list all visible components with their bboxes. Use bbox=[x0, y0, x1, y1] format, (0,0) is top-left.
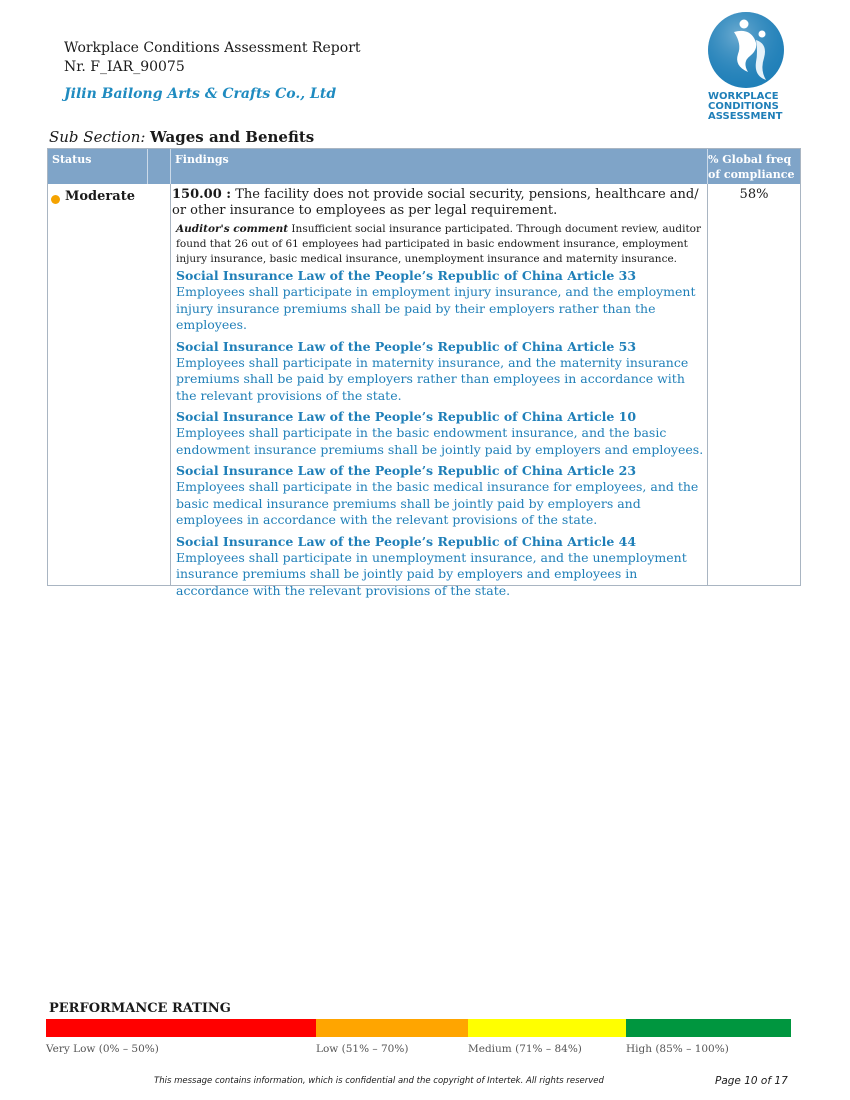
logo-wordmark: WORKPLACE CONDITIONS ASSESSMENT bbox=[708, 91, 783, 122]
header-findings: Findings bbox=[175, 153, 229, 166]
rating-bar-high bbox=[626, 1019, 791, 1037]
status-dot-icon bbox=[51, 195, 60, 204]
wca-logo-icon bbox=[704, 10, 788, 94]
law-references bbox=[176, 268, 706, 604]
law-reference bbox=[176, 268, 706, 334]
law-title: Social Insurance Law of the People’s Republic of China Article 53 bbox=[176, 338, 637, 354]
law-reference bbox=[176, 463, 706, 529]
auditor-comment-label: Auditor's comment bbox=[176, 223, 289, 235]
rating-bar-medium bbox=[468, 1019, 626, 1037]
rating-label-low: Low (51% – 70%) bbox=[316, 1043, 409, 1055]
rating-bar-low bbox=[316, 1019, 468, 1037]
page-number: Page 10 of 17 bbox=[715, 1075, 788, 1087]
performance-rating-title: PERFORMANCE RATING bbox=[49, 1001, 231, 1016]
report-number: Nr. F_IAR_90075 bbox=[64, 59, 185, 75]
law-text: Employees shall participate in the basic medical insurance for employees, and the basic medical insurance premiums shall be jointly paid by employers and employees in accordance with the relevant provisions of the state. bbox=[176, 479, 699, 527]
law-reference bbox=[176, 534, 706, 600]
header-global-freq: % Global freq of compliance bbox=[708, 153, 795, 181]
finding-description: The facility does not provide social security, pensions, healthcare and/ or other insurance to employees as per legal requirement. bbox=[172, 187, 699, 218]
subsection-heading bbox=[49, 128, 315, 146]
confidentiality-notice: This message contains information, which is confidential and the copyright of Intertek. All rights reserved bbox=[154, 1076, 604, 1086]
law-title: Social Insurance Law of the People’s Republic of China Article 10 bbox=[176, 409, 637, 424]
subsection-label: Sub Section: bbox=[49, 128, 146, 146]
finding-text bbox=[172, 187, 702, 219]
law-text: Employees shall participate in unemployment insurance, and the unemployment insurance premiums shall be jointly paid by employers and employees in accordance with the relevant provisions of the state. bbox=[176, 549, 687, 598]
law-text: Employees shall participate in employment injury insurance, and the employment injury insurance premiums shall be paid by their employers rather than the employees. bbox=[176, 284, 696, 332]
table-header bbox=[48, 149, 800, 184]
law-title: Social Insurance Law of the People’s Republic of China Article 44 bbox=[176, 533, 637, 549]
law-title: Social Insurance Law of the People’s Republic of China Article 23 bbox=[176, 463, 637, 478]
auditor-comment-text: Insufficient social insurance participated. Through document review, auditor found that 26 out of 61 employees had participated in basic endowment insurance, employment injury insurance, basic medical insurance, unemployment insurance and maternity insurance. bbox=[176, 223, 702, 265]
subsection-value: Wages and Benefits bbox=[150, 128, 315, 146]
header-status: Status bbox=[52, 153, 92, 166]
global-freq-value: 58% bbox=[739, 187, 769, 202]
findings-table bbox=[47, 148, 801, 598]
law-reference bbox=[176, 339, 706, 405]
law-text: Employees shall participate in maternity insurance, and the maternity insurance premiums shall be paid by employers rather than employees in accordance with the relevant provisions of the state. bbox=[176, 354, 689, 403]
rating-label-medium: Medium (71% – 84%) bbox=[468, 1043, 582, 1055]
auditor-comment bbox=[176, 222, 704, 267]
status-value: Moderate bbox=[65, 189, 135, 204]
law-title: Social Insurance Law of the People’s Republic of China Article 33 bbox=[176, 268, 637, 283]
rating-label-high: High (85% – 100%) bbox=[626, 1043, 729, 1055]
law-reference bbox=[176, 409, 706, 458]
finding-code: 150.00 : bbox=[172, 187, 232, 202]
law-text: Employees shall participate in the basic endowment insurance, and the basic endowment insurance premiums shall be jointly paid by employers and employees. bbox=[176, 425, 704, 457]
report-title: Workplace Conditions Assessment Report bbox=[64, 40, 361, 56]
company-name: Jilin Bailong Arts & Crafts Co., Ltd bbox=[64, 86, 337, 102]
rating-label-very-low: Very Low (0% – 50%) bbox=[46, 1043, 159, 1055]
rating-bar-very-low bbox=[46, 1019, 316, 1037]
